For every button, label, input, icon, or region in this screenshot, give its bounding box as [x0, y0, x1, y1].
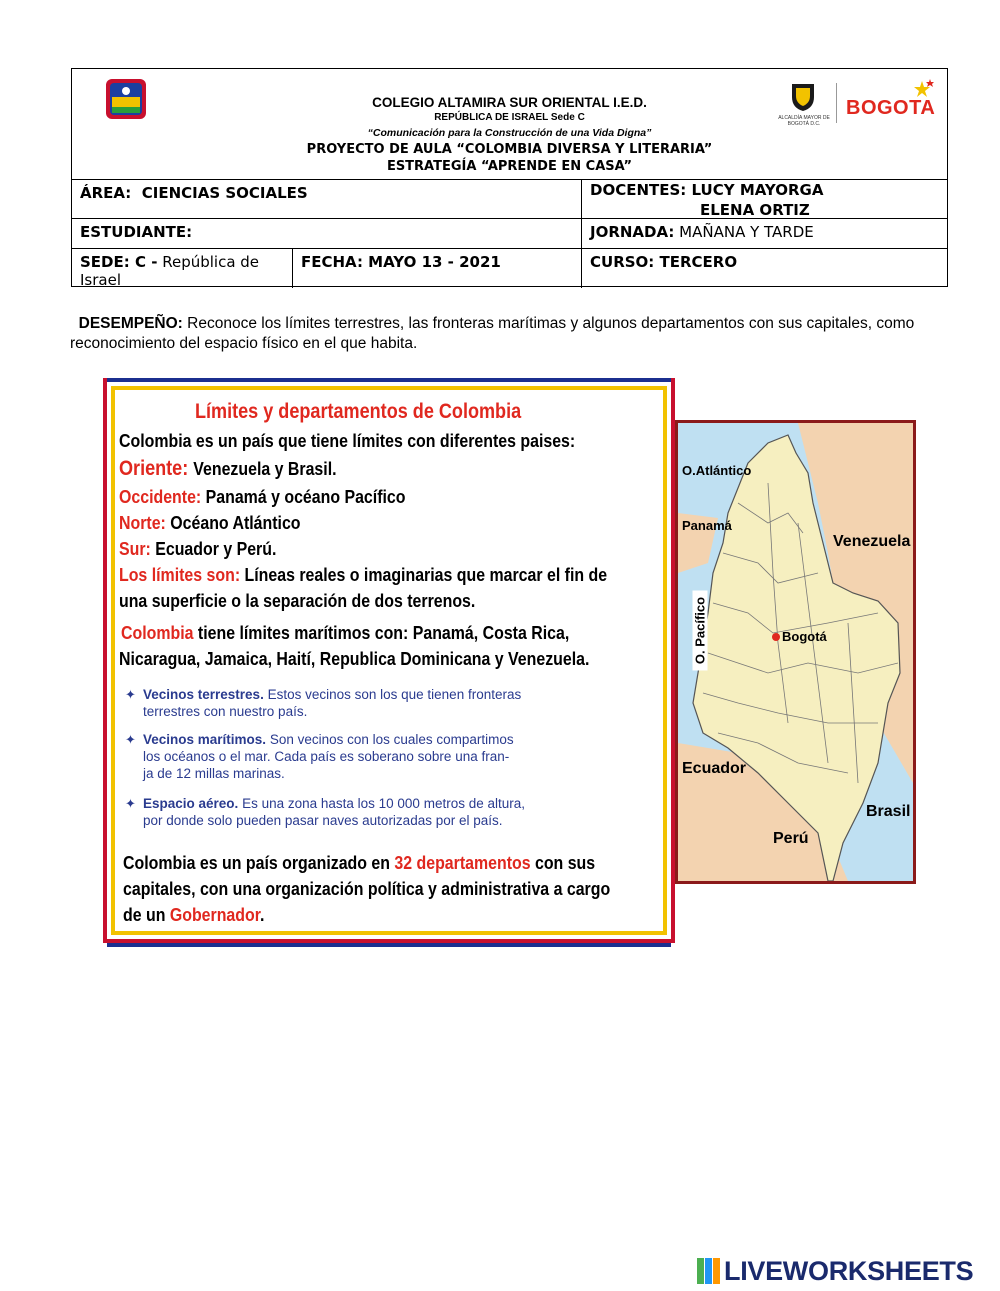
map-label-bogota: Bogotá: [782, 629, 827, 644]
row-sede: [72, 248, 947, 288]
closing-3a: de un: [123, 904, 170, 925]
strategy-title: ESTRATEGÍA “APRENDE EN CASA”: [386, 159, 633, 174]
motto: “Comunicación para la Construcción de una Vida Digna”: [367, 127, 652, 139]
docentes-value-2: ELENA ORTIZ: [700, 201, 810, 219]
bullet-star-icon: ✦: [125, 687, 136, 702]
bullet-title: Vecinos terrestres.: [143, 687, 264, 702]
liveworksheets-icon: [697, 1258, 721, 1284]
sur-label: Sur:: [119, 538, 151, 559]
bullet-espacio-aereo: [125, 795, 525, 829]
header-table: [71, 68, 948, 287]
area-cell: [72, 180, 581, 218]
sur-value: Ecuador y Perú.: [155, 538, 277, 559]
bullet-star-icon: ✦: [125, 732, 136, 747]
sede-value: República de Israel: [80, 253, 260, 289]
desempeno-label: DESEMPEÑO:: [78, 315, 183, 332]
docentes-value-1: LUCY MAYORGA: [691, 181, 824, 199]
bullet-line: los océanos o el mar. Cada país es soberano sobre una fran-: [143, 749, 510, 764]
closing-3b: Gobernador: [169, 904, 261, 925]
jornada-cell: [581, 219, 947, 248]
infographic-inner: [111, 386, 667, 935]
norte-value: Océano Atlántico: [170, 512, 301, 533]
closing-1a: Colombia es un país organizado en: [123, 852, 395, 873]
fecha-cell: [292, 249, 581, 288]
alcaldia-shield-icon: [788, 81, 818, 113]
bullet-title: Espacio aéreo.: [143, 796, 239, 811]
bullet-vecinos-terrestres: [125, 686, 521, 720]
closing-3c: .: [260, 904, 265, 925]
bogota-wordmark: BOGOTA: [846, 97, 936, 119]
docentes-cell: [581, 180, 947, 218]
sede-label: SEDE: C -: [80, 253, 158, 271]
norte-label: Norte:: [119, 512, 166, 533]
closing-line-3: [123, 904, 264, 926]
school-name: COLEGIO ALTAMIRA SUR ORIENTAL I.E.D.: [372, 95, 647, 110]
bullet-line: Estos vecinos son los que tienen fronteras: [263, 687, 522, 702]
occidente-value: Panamá y océano Pacífico: [205, 486, 406, 507]
liveworksheets-brand: LIVEWORKSHEETS: [724, 1255, 974, 1286]
bullet-star-icon: ✦: [125, 796, 136, 811]
bullet-line: ja de 12 millas marinas.: [143, 766, 285, 781]
infographic-panel: [103, 378, 675, 943]
bullet-title: Vecinos marítimos.: [143, 732, 267, 747]
curso-cell: [581, 249, 947, 288]
map-label-panama: Panamá: [682, 518, 732, 533]
alcaldia-text: ALCALDÍA MAYOR DE BOGOTÁ D.C.: [778, 115, 830, 127]
school-title-block: [72, 69, 947, 179]
closing-line-1: [123, 852, 595, 874]
maritimos-line-2: Nicaragua, Jamaica, Haití, Republica Dominicana y Venezuela.: [119, 648, 590, 669]
occidente-label: Occidente:: [119, 486, 202, 507]
navy-border-bottom: [107, 943, 671, 947]
star-icon: [908, 79, 934, 101]
oriente-label: Oriente:: [119, 457, 189, 480]
map-label-ecuador: Ecuador: [682, 760, 747, 777]
maritimos-line-1: [121, 622, 569, 644]
desempeno-paragraph: [70, 314, 930, 354]
occidente-line: [119, 486, 406, 508]
row-estudiante: [72, 218, 947, 248]
project-title: PROYECTO DE AULA “COLOMBIA DIVERSA Y LITERARIA”: [306, 142, 713, 157]
fecha-label: FECHA: MAYO 13 - 2021: [301, 253, 501, 271]
intro-line: Colombia es un país que tiene límites con diferentes paises:: [119, 430, 576, 451]
row-area: [72, 179, 947, 218]
limites-line-1: [119, 564, 607, 586]
estudiante-cell: [72, 219, 581, 248]
closing-line-2: capitales, con una organización política y administrativa a cargo: [123, 878, 611, 899]
bullet-line: Son vecinos con los cuales compartimos: [266, 732, 514, 747]
docentes-label: DOCENTES:: [590, 181, 687, 199]
limites-value-1: Líneas reales o imaginarias que marcar el fin de: [244, 564, 608, 585]
map-label-atlantico: O.Atlántico: [682, 463, 752, 478]
infographic-title: Límites y departamentos de Colombia: [195, 400, 522, 423]
bullet-line: por donde solo pueden pasar naves autorizadas por el país.: [143, 813, 503, 828]
map-label-brasil: Brasil: [866, 803, 911, 820]
liveworksheets-logo[interactable]: [697, 1256, 973, 1286]
maritimos-label: Colombia: [121, 622, 194, 643]
area-label: ÁREA:: [80, 184, 132, 202]
bogota-marker: [772, 633, 780, 641]
oriente-value: Venezuela y Brasil.: [193, 458, 337, 479]
closing-1b: 32 departamentos: [394, 852, 531, 873]
bullet-vecinos-maritimos: [125, 731, 514, 782]
navy-border-top: [107, 378, 671, 382]
logo-divider: [836, 83, 837, 123]
jornada-label: JORNADA:: [590, 223, 675, 241]
desempeno-text: Reconoce los límites terrestres, las fronteras marítimas y algunos departamentos con sus capitales, como reconocimiento del espacio físico en el que habita.: [70, 315, 915, 352]
bogota-logo: [778, 79, 938, 129]
limites-line-2: una superficie o la separación de dos terrenos.: [119, 590, 476, 611]
maritimos-value-1: tiene límites marítimos con: Panamá, Costa Rica,: [197, 622, 570, 643]
jornada-value: MAÑANA Y TARDE: [679, 223, 814, 241]
map-label-venezuela: Venezuela: [833, 533, 911, 550]
colombia-map: [675, 420, 916, 884]
bullet-line: Es una zona hasta los 10 000 metros de altura,: [238, 796, 525, 811]
closing-1c: con sus: [530, 852, 596, 873]
curso-label: CURSO: TERCERO: [590, 253, 738, 271]
limites-label: Los límites son:: [119, 564, 241, 585]
map-label-pacifico: O. Pacífico: [693, 591, 708, 671]
map-label-peru: Perú: [773, 830, 809, 847]
area-value: CIENCIAS SOCIALES: [141, 184, 308, 202]
norte-line: [119, 512, 301, 534]
bullet-line: terrestres con nuestro país.: [143, 704, 308, 719]
sur-line: [119, 538, 276, 560]
sede-cell: [72, 249, 292, 288]
sede-line: REPÚBLICA DE ISRAEL Sede C: [434, 112, 585, 123]
oriente-line: [119, 457, 337, 481]
estudiante-label: ESTUDIANTE:: [80, 223, 193, 241]
